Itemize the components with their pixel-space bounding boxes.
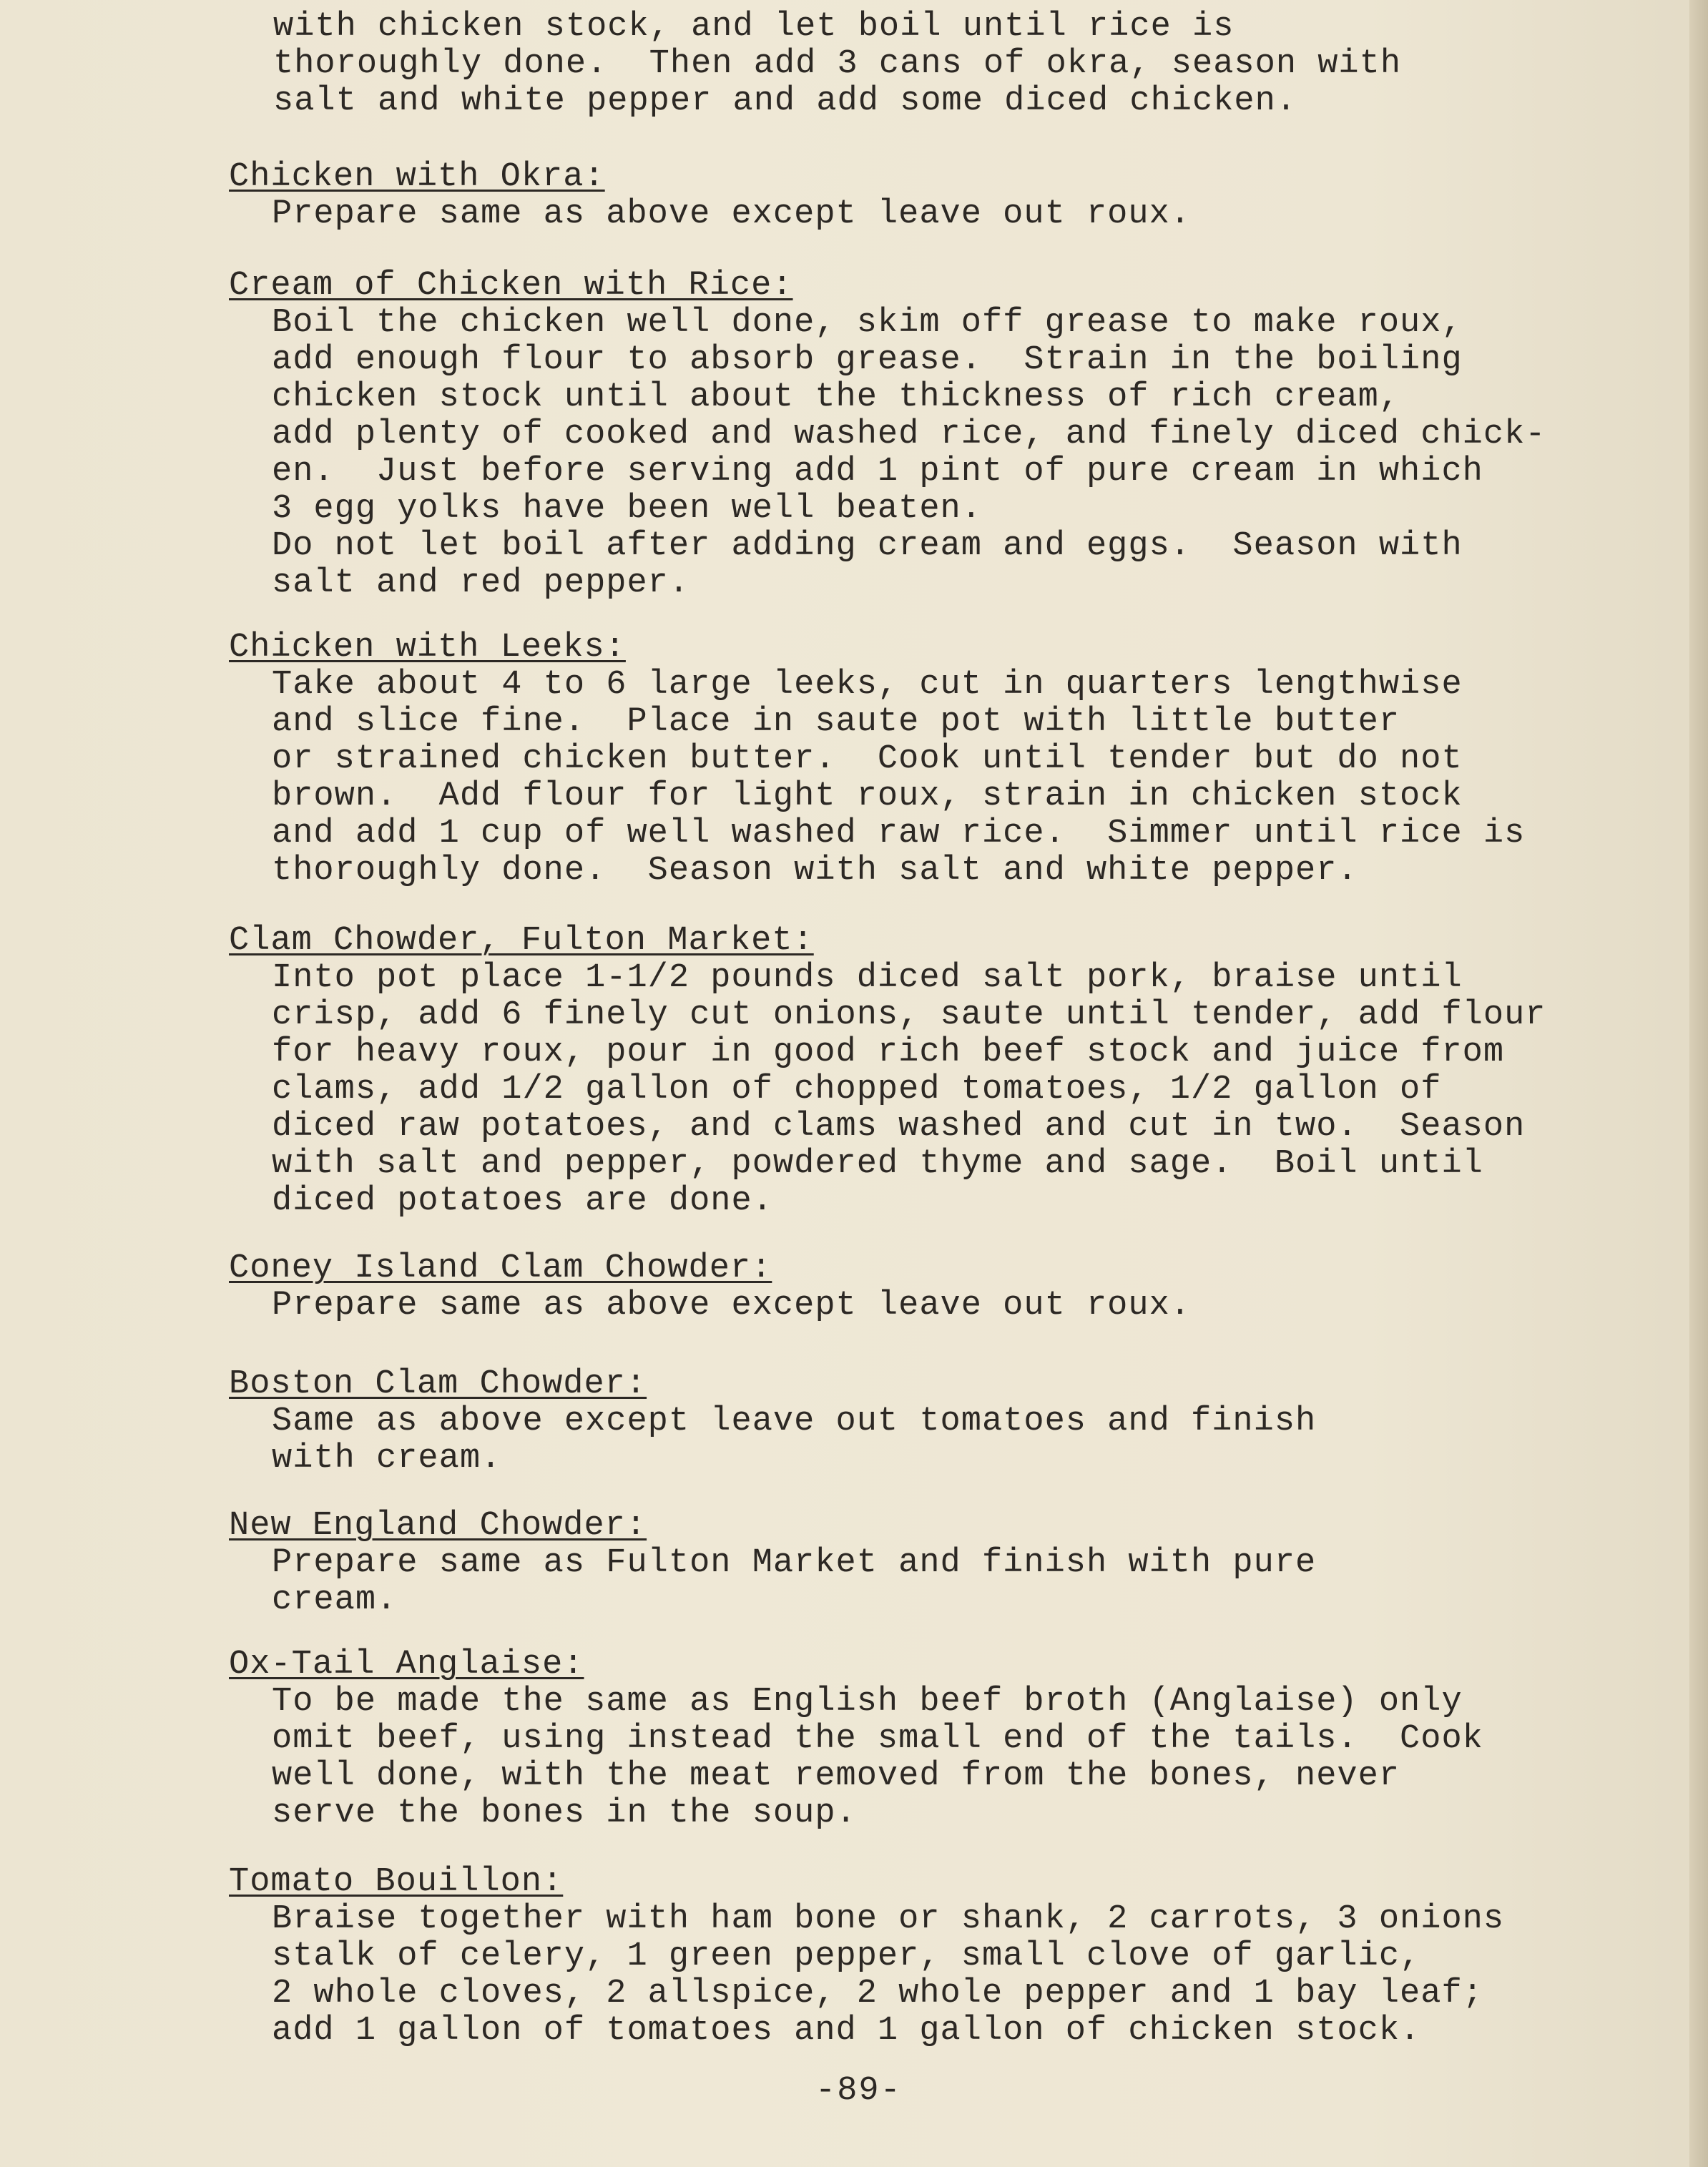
recipe-line: 2 whole cloves, 2 allspice, 2 whole pepper and 1 bay leaf; bbox=[272, 1975, 1483, 2013]
recipe-line: diced raw potatoes, and clams washed and cut in two. Season bbox=[272, 1108, 1526, 1146]
recipe-line: with salt and pepper, powdered thyme and sage. Boil until bbox=[272, 1145, 1483, 1183]
recipe-line: omit beef, using instead the small end of the tails. Cook bbox=[272, 1720, 1483, 1758]
recipe-line: Prepare same as above except leave out roux. bbox=[272, 195, 1192, 233]
recipe-line: en. Just before serving add 1 pint of pure cream in which bbox=[272, 453, 1483, 491]
recipe-heading: Tomato Bouillon: bbox=[229, 1863, 564, 1901]
recipe-line: Do not let boil after adding cream and eggs. Season with bbox=[272, 527, 1463, 565]
recipe-line: Take about 4 to 6 large leeks, cut in quarters lengthwise bbox=[272, 666, 1463, 704]
recipe-line: add enough flour to absorb grease. Strain in the boiling bbox=[272, 341, 1463, 379]
recipe-line: add plenty of cooked and washed rice, and finely diced chick- bbox=[272, 416, 1546, 453]
recipe-line: stalk of celery, 1 green pepper, small clove of garlic, bbox=[272, 1937, 1421, 1975]
recipe-line: clams, add 1/2 gallon of chopped tomatoes, 1/2 gallon of bbox=[272, 1071, 1442, 1109]
recipe-line: thoroughly done. Season with salt and white pepper. bbox=[272, 852, 1358, 890]
recipe-heading: Ox-Tail Anglaise: bbox=[229, 1646, 584, 1684]
recipe-line: chicken stock until about the thickness of rich cream, bbox=[272, 378, 1400, 416]
recipe-heading: Cream of Chicken with Rice: bbox=[229, 267, 793, 305]
recipe-line: and add 1 cup of well washed raw rice. Simmer until rice is bbox=[272, 815, 1526, 852]
recipe-heading: Clam Chowder, Fulton Market: bbox=[229, 922, 814, 960]
intro-line: with chicken stock, and let boil until rice is bbox=[273, 8, 1235, 46]
page-number: -89- bbox=[815, 2072, 902, 2110]
recipe-heading: Chicken with Okra: bbox=[229, 158, 605, 196]
recipe-line: Same as above except leave out tomatoes and finish bbox=[272, 1402, 1317, 1440]
recipe-line: and slice fine. Place in saute pot with little butter bbox=[272, 703, 1400, 741]
recipe-line: cream. bbox=[272, 1581, 398, 1619]
recipe-line: Prepare same as above except leave out roux. bbox=[272, 1287, 1192, 1325]
recipe-line: crisp, add 6 finely cut onions, saute until tender, add flour bbox=[272, 996, 1546, 1034]
recipe-line: for heavy roux, pour in good rich beef stock and juice from bbox=[272, 1033, 1505, 1071]
recipe-line: with cream. bbox=[272, 1440, 502, 1478]
intro-line: salt and white pepper and add some diced chicken. bbox=[273, 82, 1297, 120]
recipe-heading: Coney Island Clam Chowder: bbox=[229, 1249, 772, 1287]
intro-line: thoroughly done. Then add 3 cans of okra, season with bbox=[273, 45, 1402, 83]
recipe-line: brown. Add flour for light roux, strain in chicken stock bbox=[272, 777, 1463, 815]
recipe-heading: Boston Clam Chowder: bbox=[229, 1365, 647, 1403]
recipe-line: diced potatoes are done. bbox=[272, 1182, 773, 1220]
recipe-heading: New England Chowder: bbox=[229, 1507, 647, 1545]
recipe-line: salt and red pepper. bbox=[272, 564, 690, 602]
recipe-heading: Chicken with Leeks: bbox=[229, 629, 626, 667]
recipe-line: add 1 gallon of tomatoes and 1 gallon of chicken stock. bbox=[272, 2012, 1421, 2050]
recipe-line: 3 egg yolks have been well beaten. bbox=[272, 490, 982, 528]
recipe-line: To be made the same as English beef broth (Anglaise) only bbox=[272, 1683, 1463, 1721]
recipe-line: serve the bones in the soup. bbox=[272, 1794, 857, 1832]
recipe-line: Into pot place 1-1/2 pounds diced salt pork, braise until bbox=[272, 959, 1463, 997]
recipe-line: Braise together with ham bone or shank, 2 carrots, 3 onions bbox=[272, 1900, 1505, 1938]
recipe-line: or strained chicken butter. Cook until tender but do not bbox=[272, 740, 1463, 778]
recipe-line: Prepare same as Fulton Market and finish with pure bbox=[272, 1544, 1317, 1582]
recipe-line: well done, with the meat removed from the bones, never bbox=[272, 1757, 1400, 1795]
recipe-line: Boil the chicken well done, skim off grease to make roux, bbox=[272, 304, 1463, 342]
